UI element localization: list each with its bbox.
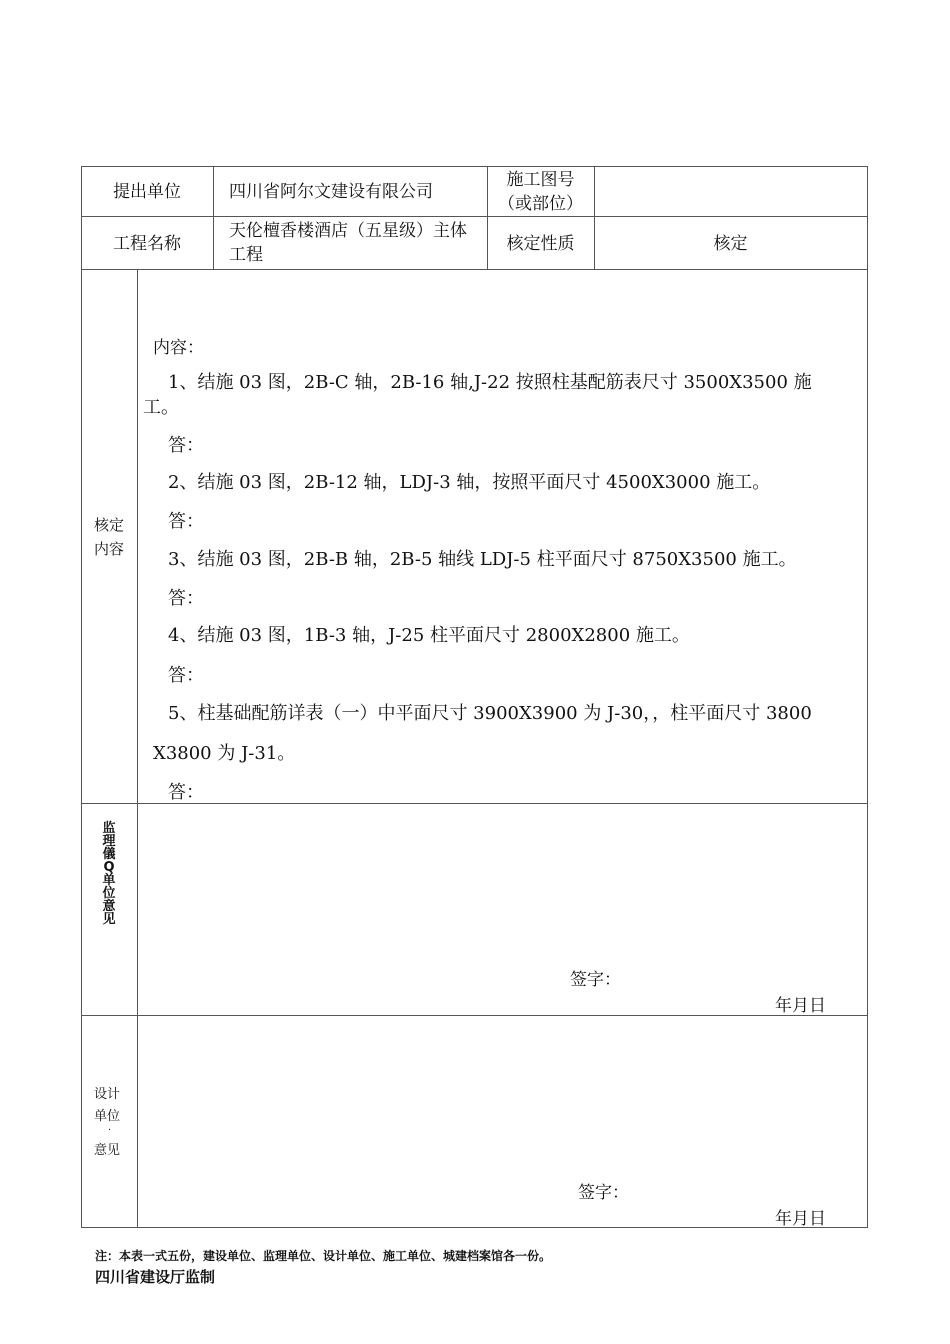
supervision-label-char: 理	[102, 834, 116, 849]
footer-issuer: 四川省建设厅监制	[95, 1268, 216, 1286]
nature-value: 核定	[713, 234, 748, 254]
project-value-line1: 天伦檀香楼酒店（五星级）主体	[229, 221, 467, 241]
row-divider	[81, 216, 868, 217]
supervision-label-char: 意	[102, 899, 116, 914]
drawing-label-line1: 施工图号	[506, 170, 575, 190]
item-3-text: 3、结施 03 图，2B-B 轴，2B-5 轴线 LDJ-5 柱平面尺寸 8750X3500 施工。	[168, 549, 797, 570]
supervision-label-char: 单	[102, 873, 116, 888]
design-sign-label: 签字：	[578, 1183, 629, 1203]
content-intro: 内容：	[153, 338, 204, 358]
project-label: 工程名称	[113, 234, 181, 254]
table-border-top	[81, 166, 868, 167]
nature-label: 核定性质	[506, 234, 575, 254]
table-border-left	[81, 166, 82, 1228]
footer-note: 注：本表一式五份，建设单位、监理单位、设计单位、施工单位、城建档案馆各一份。	[95, 1249, 552, 1263]
item-4-answer: 答：	[168, 665, 204, 686]
item-5-answer: 答：	[168, 782, 204, 803]
design-label-line3: 意见	[94, 1143, 121, 1158]
design-date-label: 年月日	[775, 1209, 826, 1229]
item-5-text-cont: X3800 为 J-31。	[153, 743, 296, 764]
item-4-text: 4、结施 03 图，1B-3 轴，J-25 柱平面尺寸 2800X2800 施工。	[168, 625, 690, 646]
project-value	[229, 219, 467, 267]
supervision-label-char: 位	[102, 886, 116, 901]
content-side-label	[81, 513, 137, 561]
item-5-text: 5、柱基础配筋详表（一）中平面尺寸 3900X3900 为 J-30，，柱平面尺寸 3800	[168, 703, 812, 724]
row-divider	[81, 1015, 868, 1016]
design-label-dot: ·	[108, 1125, 112, 1136]
item-1-answer: 答：	[168, 435, 204, 456]
supervision-side-label	[101, 822, 117, 926]
content-side-label-line2: 内容	[93, 540, 124, 558]
table-border-right	[867, 166, 868, 1228]
design-label-line1: 设计	[94, 1087, 121, 1102]
table-border-bottom	[81, 1227, 868, 1228]
supervision-sign-label: 签字：	[570, 970, 621, 990]
content-side-label-line1: 核定	[93, 516, 124, 534]
supervision-label-char: 监	[102, 821, 116, 836]
item-2-answer: 答：	[168, 511, 204, 532]
drawing-label	[487, 168, 594, 216]
design-side-label	[94, 1084, 128, 1162]
supervision-label-char: Q	[103, 860, 115, 875]
item-3-answer: 答：	[168, 588, 204, 609]
row-divider	[81, 269, 868, 270]
supervision-date-label: 年月日	[775, 996, 826, 1016]
column-divider	[137, 269, 138, 1228]
supervision-label-char: 儀	[102, 847, 116, 862]
supervision-label-char: 见	[102, 912, 116, 927]
unit-label: 提出单位	[113, 182, 181, 202]
item-2-text: 2、结施 03 图，2B-12 轴，LDJ-3 轴，按照平面尺寸 4500X3000 施工。	[168, 472, 771, 493]
design-label-line2: 单位	[94, 1109, 121, 1124]
column-divider	[213, 166, 214, 270]
item-1-text: 1、结施 03 图，2B-C 轴，2B-16 轴,J-22 按照柱基配筋表尺寸 3500X3500 施	[168, 372, 812, 393]
item-1-text-cont: 工。	[143, 397, 179, 418]
unit-value: 四川省阿尔文建设有限公司	[229, 182, 433, 202]
drawing-label-line2: （或部位）	[498, 194, 583, 214]
project-value-line2: 工程	[229, 245, 263, 265]
